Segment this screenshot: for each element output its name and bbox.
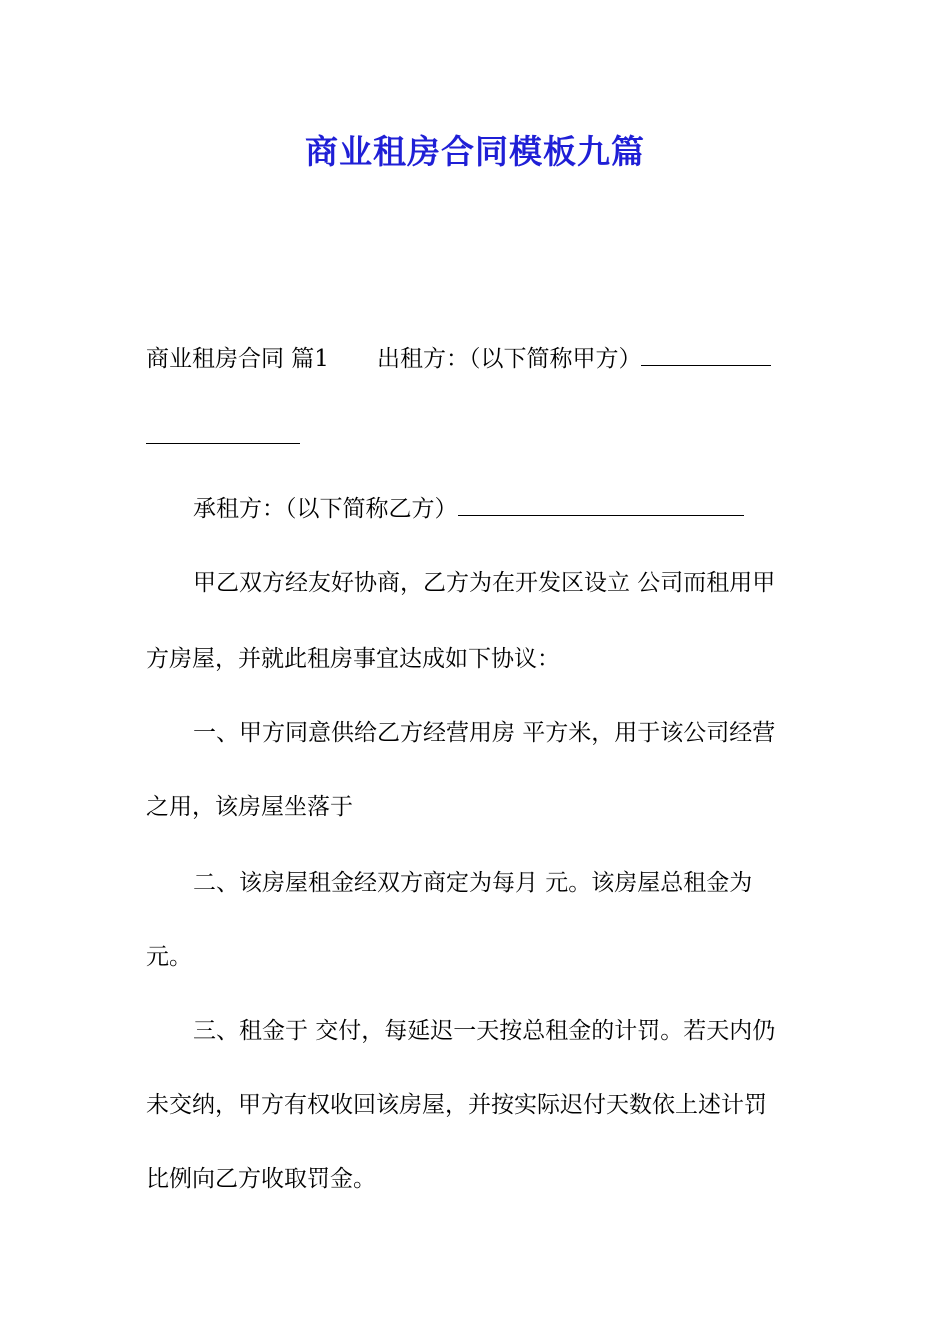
text-line-5: 方房屋，并就此租房事宜达成如下协议： bbox=[146, 646, 560, 672]
lessee-label: 承租方：（以下简称乙方） bbox=[193, 496, 458, 522]
document-title: 商业租房合同模板九篇 bbox=[305, 132, 645, 171]
lessor-blank-continued bbox=[146, 423, 300, 444]
lessor-blank bbox=[641, 345, 771, 366]
lessor-label: 出租方：（以下简称甲方） bbox=[376, 346, 642, 372]
text-line-3 bbox=[193, 492, 744, 526]
text-line-2 bbox=[146, 420, 300, 454]
text-line-7: 之用，该房屋坐落于 bbox=[146, 794, 353, 820]
text-line-12: 比例向乙方收取罚金。 bbox=[146, 1166, 376, 1192]
contract-heading: 商业租房合同 篇1 bbox=[146, 346, 329, 372]
text-line-1 bbox=[146, 342, 771, 376]
text-line-6: 一、甲方同意供给乙方经营用房 平方米，用于该公司经营 bbox=[193, 720, 776, 746]
text-line-9: 元。 bbox=[146, 944, 192, 970]
text-line-11: 未交纳，甲方有权收回该房屋，并按实际迟付天数依上述计罚 bbox=[146, 1092, 767, 1118]
text-line-4: 甲乙双方经友好协商，乙方为在开发区设立 公司而租用甲 bbox=[193, 570, 776, 596]
text-line-10: 三、租金于 交付，每延迟一天按总租金的计罚。若天内仍 bbox=[193, 1018, 776, 1044]
text-line-8: 二、该房屋租金经双方商定为每月 元。该房屋总租金为 bbox=[193, 870, 753, 896]
lessee-blank bbox=[458, 495, 744, 516]
